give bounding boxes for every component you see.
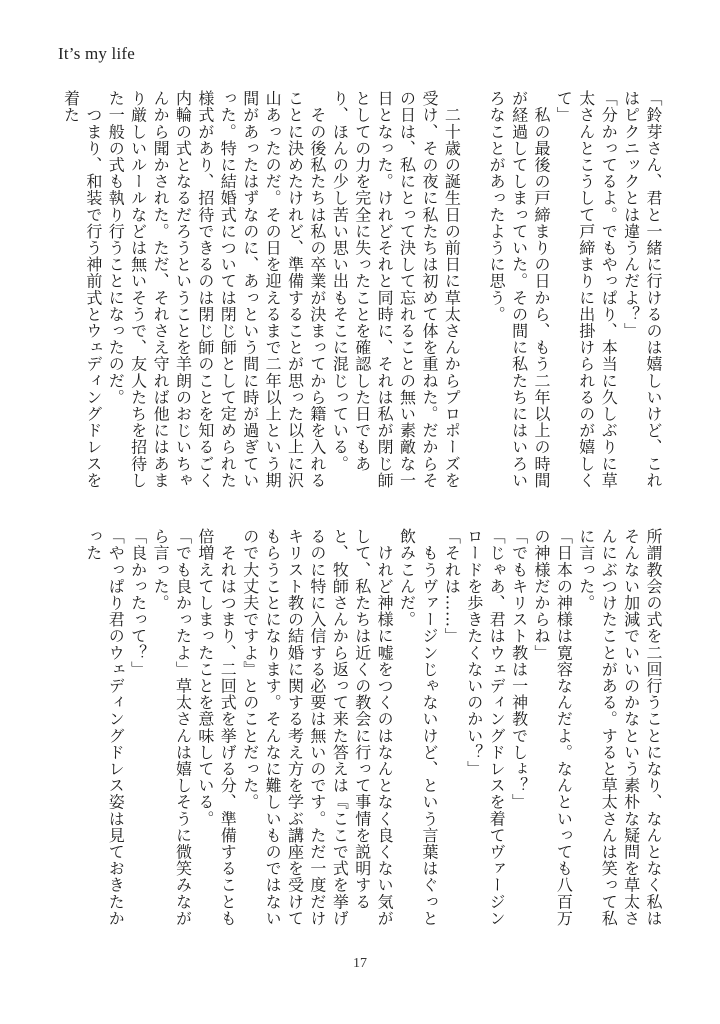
paragraph: 所謂教会の式を二回行うことになり、なんとなく私はそんない加減でいいのかなという素朴な疑問を草太さんにぶつけたことがある。すると草太さんは笑って私に言った。: [576, 528, 663, 927]
paragraph: 二十歳の誕生日の前日に草太さんからプロポーズを受け、その夜に私たちは初めて体を重ねた。だからその日は、私にとって決して忘れることの無い素敵な一日となった。けれどそれと同時に、それは私が閉じ師としての力を完全に失ったことを確認した日でもあり、ほんの少し苦い思い出もそこに混じっている。: [330, 90, 462, 489]
paragraph: もうヴァージンじゃないけど、という言葉はぐっと飲みこんだ。: [397, 528, 439, 927]
paragraph: けれど神様に嘘をつくのはなんとなく良くない気がして、私たちは近くの教会に行って事情を説明すると、牧師さんから返って来た答えは『ここで式を挙げるのに特に入信する必要は無いのです。ただ一度だけキリスト教の結婚に関する考え方を学ぶ講座を受けてもらうことになります。そんなに難しいものではないので大丈夫ですよ』とのことだった。: [240, 528, 395, 927]
page-number: 17: [353, 956, 367, 971]
running-head: It’s my life: [58, 44, 135, 63]
paragraph-spacer: [462, 90, 484, 500]
paragraph: 「でもキリスト教は一神教でしょ？」: [509, 528, 529, 811]
paragraph: 「分かってるよ。でもやっぱり、本当に久しぶりに草太さんとこうして戸締まりに出掛けられるのが嬉しくて」: [554, 90, 619, 489]
paragraph: 「良かったって？」: [128, 528, 148, 678]
text-block-top: [56, 90, 664, 500]
text-block-bottom: [56, 528, 664, 938]
paragraph: 「それは……」: [442, 528, 462, 645]
paragraph: 「やっぱり君のウェディングドレス姿は見ておきたかった: [83, 528, 126, 927]
paragraph: 私の最後の戸締まりの日から、もう二年以上の時間が経過してしまっていた。その間に私たちにはいろいろなことがあったように思う。: [487, 90, 551, 489]
paragraph: それはつまり、二回式を挙げる分、準備することも倍増えてしまったことを意味している。: [195, 528, 238, 927]
paragraph: 「でも良かったよ」草太さんは嬉しそうに微笑みながら言った。: [151, 528, 193, 927]
paragraph: 「じゃあ、君はウェディングドレスを着てヴァージンロードを歩きたくないのかい？」: [464, 528, 507, 927]
paragraph: 「鈴芽さん、君と一緒に行けるのは嬉しいけど、これはピクニックとは違うんだよ？」: [621, 90, 663, 489]
paragraph: つまり、和装で行う神前式とウェディングドレスを着た: [61, 90, 103, 489]
paragraph: その後私たちは私の卒業が決まってから籍を入れることに決めたけれど、準備することが思った以上に沢山あったのだ。その日を迎えるまで二年以上という期間があったはずなのに、あっという間に時が過ぎていった。特に結婚式については閉じ師として定められた様式があり、招待できるのは閉じ師のことを知るごく内輪の式となるだろうということを羊朗のおじいちゃんから聞かされた。ただ、それさえ守れば他にはあまり厳しいルールなどは無いそうで、友人たちを招待した一般の式も執り行うことになったのだ。: [106, 90, 327, 489]
paragraph: 「日本の神様は寛容なんだよ。なんといっても八百万の神様だからね」: [531, 528, 574, 927]
